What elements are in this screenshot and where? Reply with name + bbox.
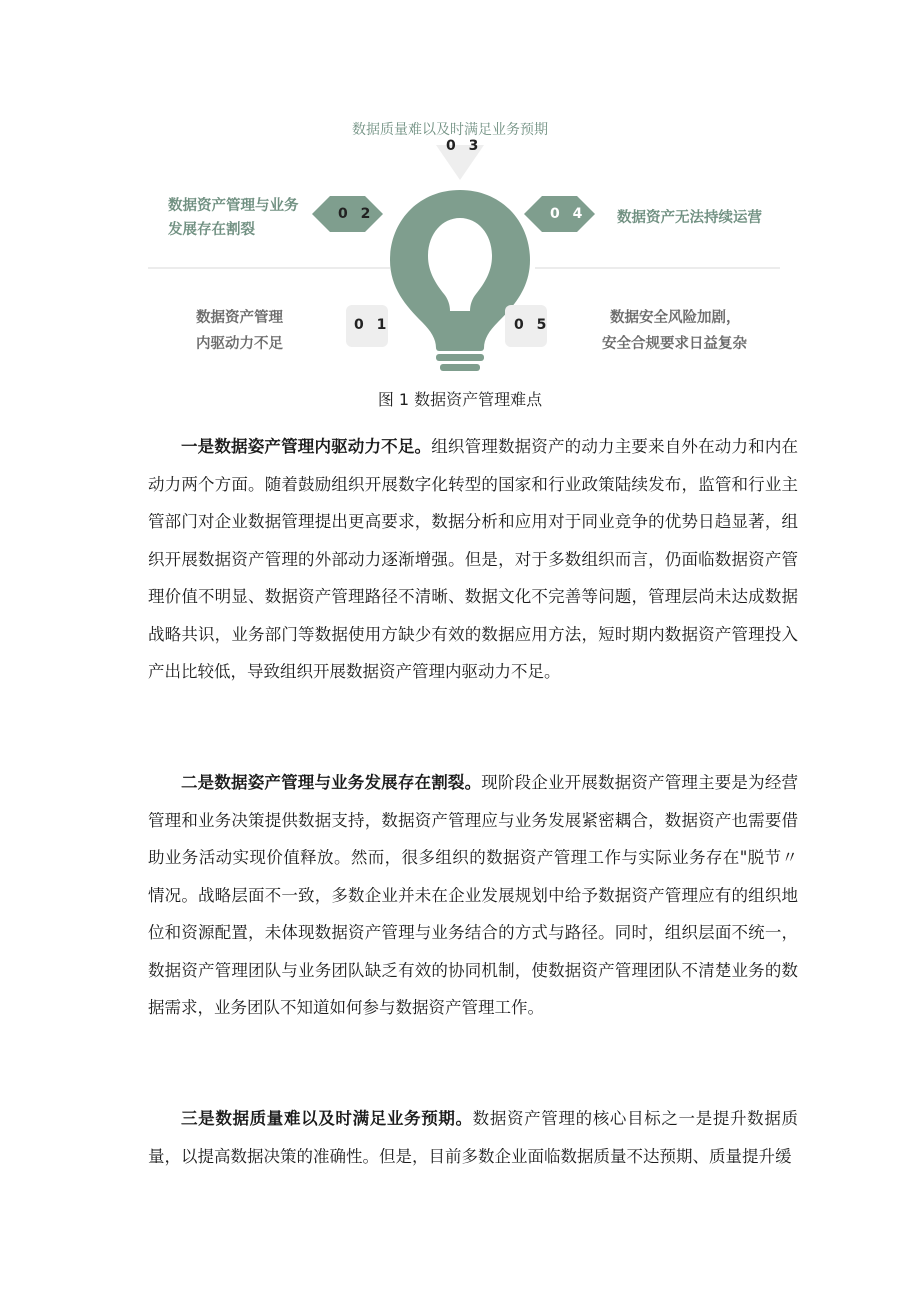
item-02-label-line2: 发展存在割裂 [168,222,255,238]
item-01-label-line2: 内驱动力不足 [196,336,283,352]
paragraph-2-lead: 二是数据姿产管理与业务发展存在割裂。 [181,773,482,792]
item-05-label-line1: 数据安全风险加剧， [610,310,741,326]
figure-caption: 图 1 数据资产管理难点 [377,390,543,409]
item-04-label: 数据资产无法持续运营 [617,210,762,226]
item-03-label: 数据质量难以及时满足业务预期 [352,122,548,138]
item-05-number: 0 5 [514,317,551,333]
paragraph-2 [148,764,798,1027]
item-01-label-line1: 数据资产管理 [196,310,283,326]
item-04-number: 0 4 [550,206,587,222]
item-03-number: 0 3 [446,138,483,154]
item-02-number: 0 2 [338,206,375,222]
item-01-number: 0 1 [354,317,391,333]
paragraph-3-body: 数据资产管理的核心目标之一是提升数据质量，以提高数据决策的准确性。但是，目前多数企业面临数据质量不达预期、质量提升缓 [148,1109,799,1166]
paragraph-2-body: 现阶段企业开展数据资产管理主要是为经营管理和业务决策提供数据支持，数据资产管理应与业务发展紧密耦合，数据资产也需要借助业务活动实现价值释放。然而，很多组织的数据资产管理工作与实际业务存在"脱节〃情况。战略层面不一致，多数企业并未在企业发展规划中给予数据资产管理应有的组织地位和资源配置，未体现数据资产管理与业务结合的方式与路径。同时，组织层面不统一，数据资产管理团队与业务团队缺乏有效的协同机制，使数据资产管理团队不清楚业务的数据需求，业务团队不知道如何参与数据资产管理工作。 [148,773,799,1017]
item-05-label-line2: 安全合规要求日益复杂 [602,336,747,352]
difficulty-figure [140,110,790,375]
paragraph-1 [148,428,798,691]
item-02-label-line1: 数据资产管理与业务 [168,198,299,214]
paragraph-1-body: 组织管理数据资产的动力主要来自外在动力和内在动力两个方面。随着鼓励组织开展数字化转型的国家和行业政策陆续发布，监管和行业主管部门对企业数据管理提出更高要求，数据分析和应用对于同业竞争的优势日趋显著，组织开展数据资产管理的外部动力逐渐增强。但是，对于多数组织而言，仍面临数据资产管理价值不明显、数据资产管理路径不清晰、数据文化不完善等问题，管理层尚未达成数据战略共识，业务部门等数据使用方缺少有效的数据应用方法，短时期内数据资产管理投入产出比较低，导致组织开展数据资产管理内驱动力不足。 [148,437,799,681]
paragraph-3 [148,1100,798,1175]
paragraph-3-lead: 三是数据质量难以及时满足业务预期。 [181,1109,473,1128]
paragraph-1-lead: 一是数据姿产管理内驱动力不足。 [181,437,432,456]
